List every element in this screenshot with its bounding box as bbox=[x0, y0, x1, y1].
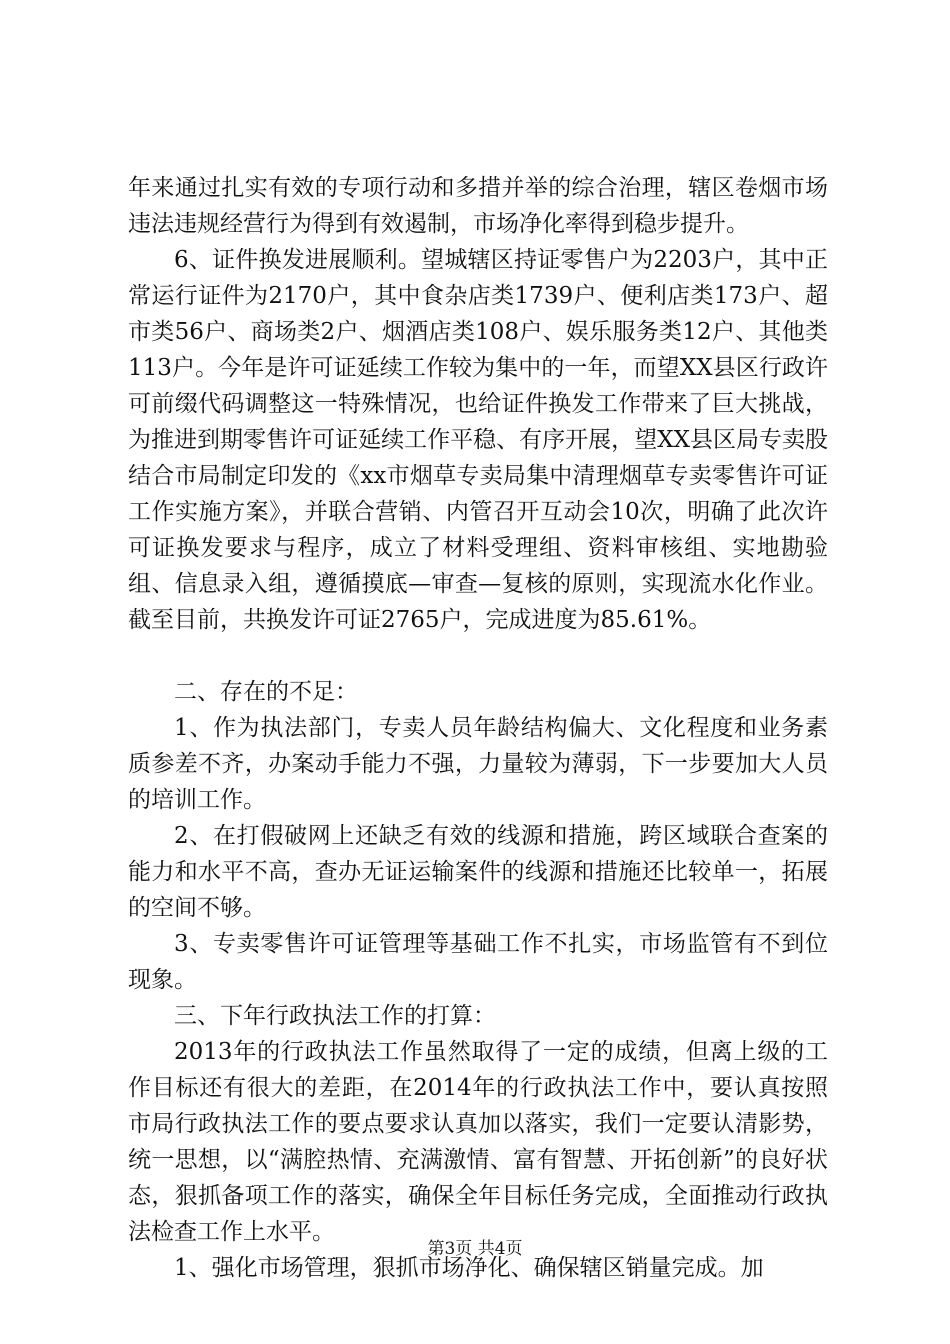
document-body bbox=[128, 170, 828, 1286]
paragraph-shortcoming-3: 3、专卖零售许可证管理等基础工作不扎实，市场监管有不到位现象。 bbox=[128, 931, 828, 993]
section-heading-plans: 三、下年行政执法工作的打算： bbox=[174, 1003, 496, 1029]
paragraph-shortcoming-2: 2、在打假破网上还缺乏有效的线源和措施，跨区域联合查案的能力和水平不高，查办无证运输案件的线源和措施还比较单一，拓展的空间不够。 bbox=[128, 823, 828, 921]
section-heading-shortcomings: 二、存在的不足： bbox=[174, 679, 358, 705]
paragraph-item-6: 6、证件换发进展顺利。望城辖区持证零售户为2203户，其中正常运行证件为2170户，其中食杂店类1739户、便利店类173户、超市类56户、商场类2户、烟酒店类108户、娱乐服务类12户、其他类113户。今年是许可证延续工作较为集中的一年，而望XX县区行政许可前缀代码调整这一特殊情况，也给证件换发工作带来了巨大挑战，为推进到期零售许可证延续工作平稳、有序开展，望XX县区局专卖股结合市局制定印发的《xx市烟草专卖局集中清理烟草专卖零售许可证工作实施方案》，并联合营销、内管召开互动会10次，明确了此次许可证换发要求与程序，成立了材料受理组、资料审核组、实地勘验组、信息录入组，遵循摸底—审查—复核的原则，实现流水化作业。截至目前，共换发许可证2765户，完成进度为85.61%。 bbox=[128, 247, 828, 633]
paragraph-shortcoming-1: 1、作为执法部门，专卖人员年龄结构偏大、文化程度和业务素质参差不齐，办案动手能力不强，力量较为薄弱，下一步要加大人员的培训工作。 bbox=[128, 715, 828, 813]
page-number-footer: 第3页 共4页 bbox=[427, 1239, 523, 1259]
paragraph-plans-intro: 2013年的行政执法工作虽然取得了一定的成绩，但离上级的工作目标还有很大的差距，在2014年的行政执法工作中，要认真按照市局行政执法工作的要点要求认真加以落实，我们一定要认清影势，统一思想，以“满腔热情、充满激情、富有智慧、开拓创新”的良好状态，狠抓备项工作的落实，确保全年目标任务完成，全面推动行政执法检查工作上水平。 bbox=[128, 1039, 828, 1245]
paragraph-continuation: 年来通过扎实有效的专项行动和多措并举的综合治理，辖区卷烟市场违法违规经营行为得到有效遏制，市场净化率得到稳步提升。 bbox=[128, 175, 828, 237]
paragraph-plan-1: 1、强化市场管理，狠抓市场净化、确保辖区销量完成。加 bbox=[174, 1255, 764, 1281]
